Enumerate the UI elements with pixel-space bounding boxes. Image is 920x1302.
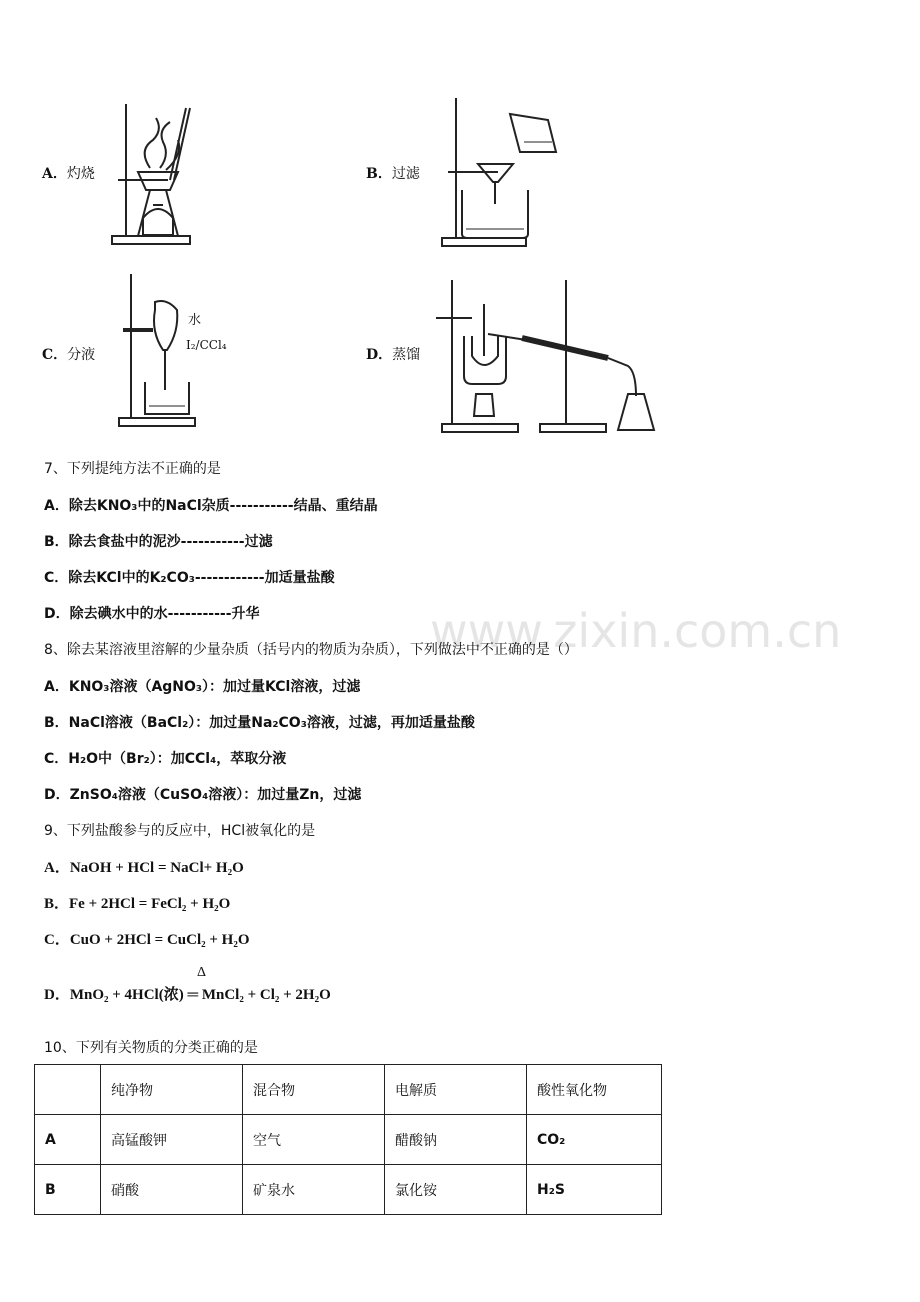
question-8-stem: 8、除去某溶液里溶解的少量杂质（括号内的物质为杂质），下列做法中不正确的是（） <box>44 642 578 658</box>
table-cell: 空气 <box>243 1115 385 1165</box>
table-row <box>35 1115 662 1165</box>
table-header-cell: 电解质 <box>385 1065 527 1115</box>
option-text: NaOH + HCl = NaCl+ H₂O <box>69 860 244 876</box>
question-9-option-d <box>44 983 331 1004</box>
option-letter: A． <box>44 498 69 514</box>
table-header-cell: 混合物 <box>243 1065 385 1115</box>
question-7-option-a <box>44 495 378 515</box>
question-8-option-c <box>44 748 286 768</box>
option-text: KNO₃溶液（AgNO₃）：加过量KCl溶液，过滤 <box>68 679 361 695</box>
option-text: 除去碘水中的水-----------升华 <box>69 606 260 622</box>
apparatus-d-drawing <box>432 276 662 436</box>
apparatus-d-label <box>366 344 420 364</box>
question-9-option-b <box>44 892 230 913</box>
question-9-stem: 9、下列盐酸参与的反应中，HCl被氧化的是 <box>44 823 316 839</box>
question-8-option-b <box>44 712 475 732</box>
apparatus-b-label <box>366 163 420 183</box>
option-letter: B． <box>44 534 69 550</box>
question-8-option-a <box>44 676 360 696</box>
option-text: 蒸馏 <box>392 347 421 363</box>
option-text: ZnSO₄溶液（CuSO₄溶液）：加过量Zn，过滤 <box>69 787 362 803</box>
question-7-stem: 7、下列提纯方法不正确的是 <box>44 461 221 477</box>
option-letter: B． <box>44 715 69 731</box>
option-text: H₂O中（Br₂）：加CCl₄，萃取分液 <box>68 751 287 767</box>
table-header-row <box>35 1065 662 1115</box>
question-9-option-c <box>44 928 250 949</box>
table-cell: 醋酸钠 <box>385 1115 527 1165</box>
option-letter: C． <box>44 932 70 948</box>
option-text: NaCl溶液（BaCl₂）：加过量Na₂CO₃溶液，过滤，再加适量盐酸 <box>68 715 475 731</box>
option-text: 除去KCl中的K₂CO₃------------加适量盐酸 <box>68 570 335 586</box>
table-cell: B <box>35 1165 101 1215</box>
option-letter: B． <box>366 166 392 182</box>
question-7-option-b <box>44 531 273 551</box>
apparatus-b-drawing <box>438 94 563 249</box>
option-letter: C． <box>44 751 69 767</box>
apparatus-c-label <box>42 344 95 364</box>
option-text: 除去KNO₃中的NaCl杂质-----------结晶、重结晶 <box>68 498 378 514</box>
option-text: Fe + 2HCl = FeCl₂ + H₂O <box>69 896 231 912</box>
question-10-stem: 10、下列有关物质的分类正确的是 <box>44 1040 258 1056</box>
apparatus-c-note-layer: I₂/CCl₄ <box>186 338 227 352</box>
reaction-condition-delta: Δ <box>197 965 207 980</box>
option-text: 灼烧 <box>66 166 95 182</box>
apparatus-c-note-water: 水 <box>188 313 202 328</box>
option-text: MnO₂ + 4HCl(浓) ═ MnCl₂ + Cl₂ + 2H₂O <box>69 987 331 1003</box>
option-letter: C． <box>42 347 68 363</box>
option-letter: A． <box>44 860 70 876</box>
classification-table <box>34 1064 662 1215</box>
option-letter: D． <box>44 606 70 622</box>
table-header-cell <box>35 1065 101 1115</box>
table-header-cell: 酸性氧化物 <box>527 1065 662 1115</box>
table-cell: CO₂ <box>527 1115 662 1165</box>
question-8-option-d <box>44 784 361 804</box>
option-letter: A． <box>44 679 69 695</box>
table-cell: 高锰酸钾 <box>101 1115 243 1165</box>
option-letter: D． <box>366 347 393 363</box>
table-cell: 硝酸 <box>101 1165 243 1215</box>
option-letter: A． <box>42 166 67 182</box>
option-text: 分液 <box>67 347 96 363</box>
watermark: www.zixin.com.cn <box>430 604 842 658</box>
option-text: 过滤 <box>391 166 420 182</box>
question-7-option-c <box>44 567 335 587</box>
option-text: 除去食盐中的泥沙-----------过滤 <box>68 534 273 550</box>
table-cell: 氯化铵 <box>385 1165 527 1215</box>
question-9-option-a <box>44 856 244 877</box>
question-7-option-d <box>44 603 260 623</box>
option-letter: C． <box>44 570 69 586</box>
table-cell: 矿泉水 <box>243 1165 385 1215</box>
table-cell: H₂S <box>527 1165 662 1215</box>
option-letter: B． <box>44 896 70 912</box>
option-letter: D． <box>44 987 70 1003</box>
option-text: CuO + 2HCl = CuCl₂ + H₂O <box>69 932 250 948</box>
apparatus-a-drawing <box>108 100 198 248</box>
table-header-cell: 纯净物 <box>101 1065 243 1115</box>
apparatus-a-label <box>42 163 95 183</box>
table-cell: A <box>35 1115 101 1165</box>
option-letter: D． <box>44 787 70 803</box>
table-row <box>35 1165 662 1215</box>
